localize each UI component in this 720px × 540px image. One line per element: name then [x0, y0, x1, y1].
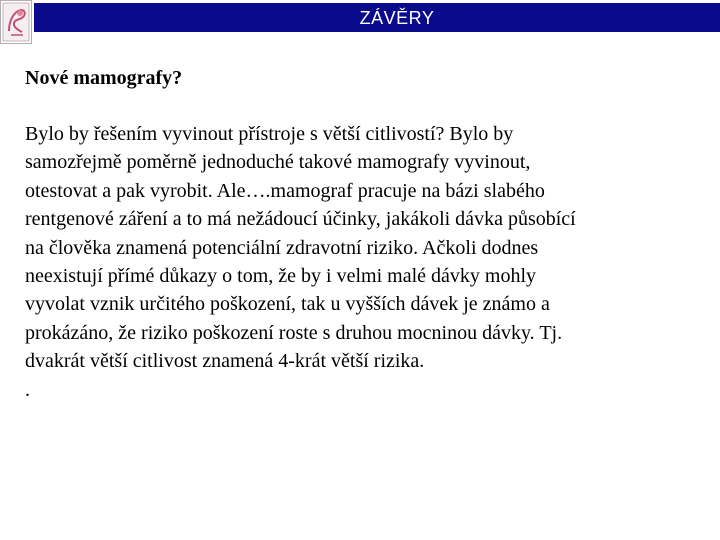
medical-logo-icon: [0, 0, 32, 44]
header-bar: [34, 3, 720, 32]
slide-content: [25, 62, 705, 404]
body-paragraph: Bylo by řešením vyvinout přístroje s větší citlivostí? Bylo by samozřejmě poměrně jednoduché takové mamografy vyvinout, otestovat a pak vyrobit. Ale….mamograf pracuje na bázi slabého rentgenové záření a to má nežádoucí účinky, jakákoli dávka působící na člověka znamená potenciální zdravotní riziko. Ačkoli dodnes neexistují přímé důkazy o tom, že by i velmi malé dávky mohly vyvolat vznik určitého poškození, tak u vyšších dávek je známo a prokázáno, že riziko poškození roste s druhou mocninou dávky. Tj. dvakrát větší citlivost znamená 4-krát větší rizika. .: [25, 123, 576, 401]
page-title: ZÁVĚRY: [359, 8, 435, 28]
section-heading: Nové mamografy?: [25, 67, 183, 89]
